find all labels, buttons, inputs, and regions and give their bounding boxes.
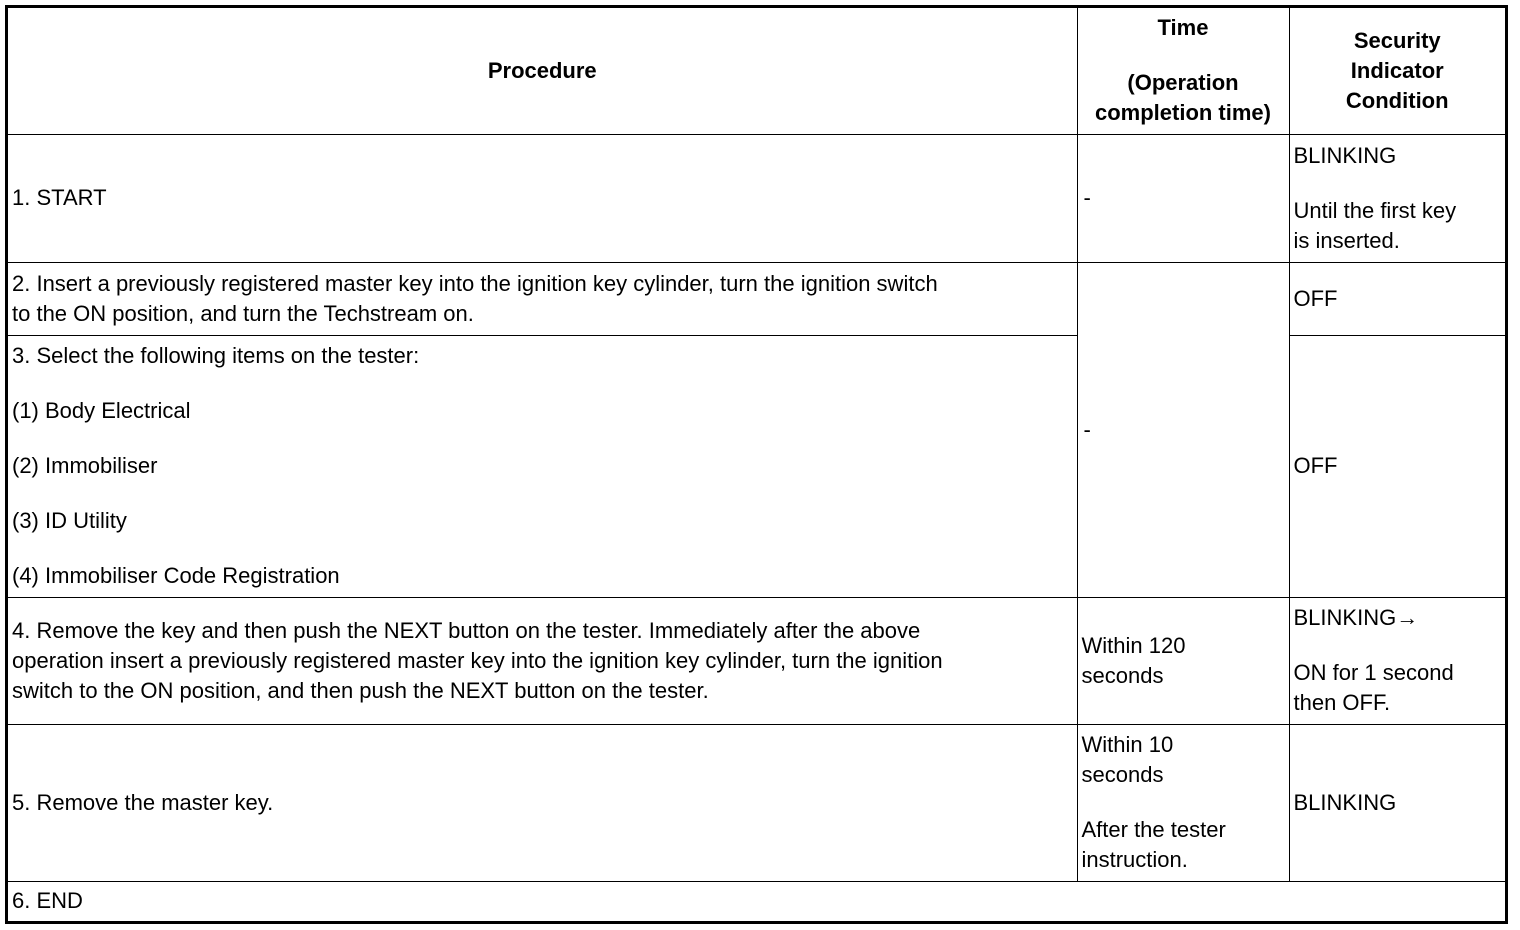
step-1-indicator-note-2: is inserted.: [1293, 227, 1400, 253]
step-3-item-3: (3) ID Utility: [12, 508, 127, 533]
table-row: [8, 134, 1505, 262]
step-6-text: 6. END: [12, 888, 83, 914]
step-4-line-2: operation insert a previously registered master key into the ignition key cylinder, turn the ignition: [12, 647, 943, 673]
step-2-procedure: [8, 262, 1077, 335]
step-1-time: [1077, 134, 1289, 262]
step-1-indicator-note-1: Until the first key: [1293, 197, 1457, 223]
step-1-procedure: [8, 134, 1077, 262]
step-5-time-note-1: After the tester: [1081, 817, 1226, 842]
step-3-procedure: [8, 335, 1077, 597]
step-4-indicator-status: BLINKING→: [1293, 605, 1419, 630]
step-6-procedure: [8, 881, 1505, 921]
header-security-line-3: Condition: [1345, 87, 1449, 113]
step-5-time-line-2: seconds: [1081, 762, 1164, 787]
step-4-time: [1077, 597, 1289, 724]
header-row: [8, 8, 1505, 134]
step-3-indicator: [1289, 335, 1505, 597]
table-row: [8, 262, 1505, 335]
step-3-intro: 3. Select the following items on the tester:: [12, 343, 420, 368]
step-4-line-3: switch to the ON position, and then push the NEXT button on the tester.: [12, 677, 709, 703]
step-5-indicator: [1289, 724, 1505, 881]
step-5-indicator-status: BLINKING: [1293, 789, 1397, 815]
step-2-indicator: [1289, 262, 1505, 335]
procedure-table-frame: [5, 5, 1508, 924]
header-security-line-1: Security: [1353, 27, 1441, 53]
step-3-indicator-status: OFF: [1293, 453, 1338, 478]
step-2-3-time: [1077, 262, 1289, 597]
step-2-line-1: 2. Insert a previously registered master key into the ignition key cylinder, turn the ignition switch: [12, 270, 938, 296]
step-2-line-2: to the ON position, and turn the Techstream on.: [12, 300, 474, 326]
step-4-line-1: 4. Remove the key and then push the NEXT button on the tester. Immediately after the above: [12, 617, 921, 643]
table-row: [8, 724, 1505, 881]
procedure-table: [8, 8, 1505, 921]
step-2-indicator-status: OFF: [1293, 285, 1338, 311]
step-4-procedure: [8, 597, 1077, 724]
header-time: [1077, 8, 1289, 134]
step-3-item-2: (2) Immobiliser: [12, 453, 158, 478]
step-5-time-line-1: Within 10: [1081, 732, 1174, 757]
step-1-indicator-status: BLINKING: [1293, 142, 1397, 168]
header-procedure-label: Procedure: [487, 57, 597, 83]
header-procedure: [8, 8, 1077, 134]
step-5-time-note-2: instruction.: [1081, 847, 1188, 872]
header-time-sub-1: (Operation: [1127, 70, 1239, 96]
step-4-indicator: [1289, 597, 1505, 724]
step-4-time-line-1: Within 120: [1081, 632, 1186, 658]
header-security-line-2: Indicator: [1350, 57, 1444, 83]
step-3-item-4: (4) Immobiliser Code Registration: [12, 563, 340, 588]
step-3-item-1: (1) Body Electrical: [12, 398, 191, 423]
step-5-time: [1077, 724, 1289, 881]
step-5-procedure: [8, 724, 1077, 881]
table-row: [8, 597, 1505, 724]
header-security: [1289, 8, 1505, 134]
step-1-time-text: -: [1083, 185, 1091, 210]
header-time-sub-2: completion time): [1094, 100, 1271, 126]
table-row: [8, 881, 1505, 921]
step-2-3-time-text: -: [1083, 416, 1091, 442]
step-5-text: 5. Remove the master key.: [12, 789, 274, 815]
step-4-indicator-note-2: then OFF.: [1293, 690, 1391, 715]
step-4-indicator-note-1: ON for 1 second: [1293, 660, 1454, 685]
step-4-time-line-2: seconds: [1081, 662, 1164, 688]
header-time-label: Time: [1157, 15, 1209, 41]
step-1-text: 1. START: [12, 185, 107, 210]
step-1-indicator: [1289, 134, 1505, 262]
